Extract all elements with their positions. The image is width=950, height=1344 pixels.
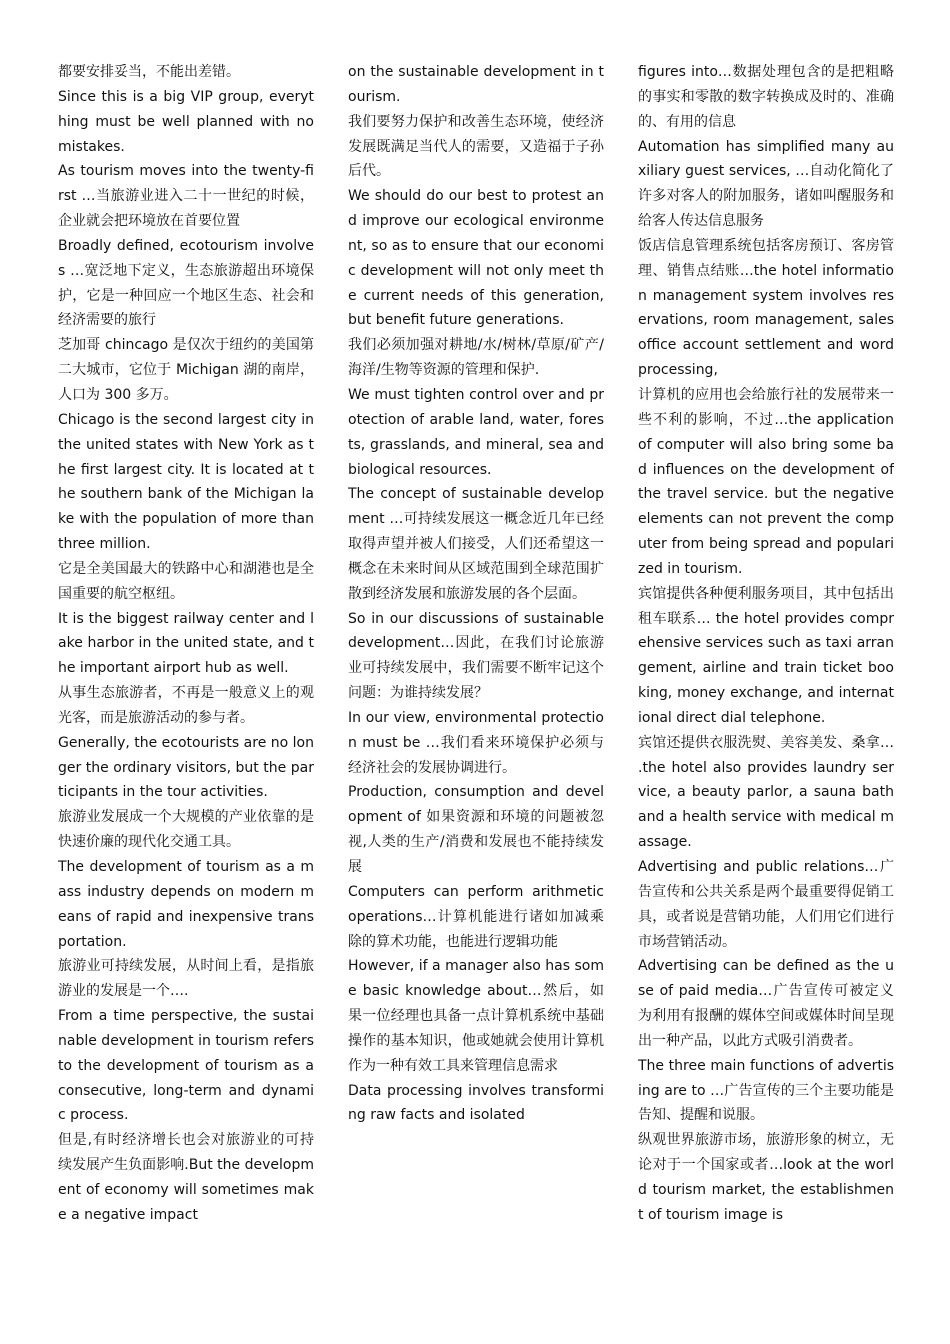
paragraph: Production, consumption and development of 如果资源和环境的问题被忽视,人类的生产/消费和发展也不能持续发展	[348, 784, 604, 875]
paragraph: on the sustainable development in tourism.	[348, 64, 604, 105]
paragraph: However, if a manager also has some basic knowledge about…然后，如果一位经理也具备一点计算机系统中基础操作的基本知识，他或她就会使用计算机作为一种有效工具来管理信息需求	[348, 958, 604, 1074]
paragraph: 我们要努力保护和改善生态环境，使经济发展既满足当代人的需要，又造福于子孙后代。	[348, 113, 604, 180]
paragraph: 旅游业发展成一个大规模的产业依靠的是快速价廉的现代化交通工具。	[58, 809, 314, 851]
paragraph: From a time perspective, the sustainable development in tourism refers to the development of tourism as a consecutive, long-term and dynamic process.	[58, 1008, 314, 1124]
paragraph: Automation has simplified many auxiliary guest services, …自动化简化了许多对客人的附加服务，诸如叫醒服务和给客人传达信息服务	[638, 138, 894, 230]
paragraph: 旅游业可持续发展，从时间上看，是指旅游业的发展是一个….	[58, 958, 314, 1000]
paragraph: Chicago is the second largest city in the united states with New York as the first largest city. It is located at the southern bank of the Michigan lake with the population of more than three million.	[58, 411, 314, 553]
paragraph: 都要安排妥当，不能出差错。	[58, 64, 240, 80]
paragraph: 计算机的应用也会给旅行社的发展带来一些不利的影响，不过…the application of computer will also bring some bad influences on the development of the travel service. but the negative elements can not prevent the computer from being spread and popularized in tourism.	[638, 386, 894, 577]
paragraph: Advertising can be defined as the use of paid media…广告宣传可被定义为利用有报酬的媒体空间或媒体时间呈现出一种产品，以此方式吸引消费者。	[638, 958, 894, 1049]
paragraph: 从事生态旅游者，不再是一般意义上的观光客，而是旅游活动的参与者。	[58, 685, 314, 726]
paragraph: 纵观世界旅游市场，旅游形象的树立，无论对于一个国家或者…look at the world tourism market, the establishment of tourism image is	[638, 1132, 894, 1223]
paragraph: Data processing involves transforming raw facts and isolated	[348, 1082, 604, 1124]
paragraph: In our view, environmental protection must be …我们看来环境保护必须与经济社会的发展协调进行。	[348, 709, 604, 776]
paragraph: It is the biggest railway center and lake harbor in the united state, and the important airport hub as well.	[58, 610, 314, 677]
text-column-1	[58, 60, 314, 1290]
paragraph: 我们必须加强对耕地/水/树林/草原/矿产/海洋/生物等资源的管理和保护.	[348, 337, 604, 379]
paragraph: Since this is a big VIP group, everything must be well planned with no mistakes.	[58, 88, 314, 155]
paragraph: As tourism moves into the twenty-first …当旅游业进入二十一世纪的时候，企业就会把环境放在首要位置	[58, 163, 314, 230]
paragraph: 饭店信息管理系统包括客房预订、客房管理、销售点结账…the hotel information management system involves reservations, room management, sales office account settlement and word processing,	[638, 237, 894, 379]
paragraph: The three main functions of advertising are to …广告宣传的三个主要功能是告知、提醒和说服。	[638, 1057, 894, 1124]
text-column-2	[348, 60, 604, 1290]
paragraph: So in our discussions of sustainable development…因此，在我们讨论旅游业可持续发展中，我们需要不断牢记这个问题：为谁持续发展？	[348, 610, 604, 702]
paragraph: 宾馆提供各种便利服务项目，其中包括出租车联系… the hotel provides comprehensive services such as taxi arrangement, airline and train ticket booking, money exchange, and international direct dial telephone.	[638, 585, 894, 726]
paragraph: 宾馆还提供衣服洗熨、美容美发、桑拿… .the hotel also provides laundry service, a beauty parlor, a sauna bath and a health service with medical massage.	[638, 734, 894, 851]
paragraph: The development of tourism as a mass industry depends on modern means of rapid and inexpensive transportation.	[58, 859, 314, 950]
text-column-3	[638, 60, 894, 1290]
paragraph: We should do our best to protest an d improve our ecological environment, so as to ensure that our economic development will not only meet the current needs of this generation, but benefit future generations.	[348, 188, 604, 329]
paragraph: Advertising and public relations…广告宣传和公共关系是两个最重要得促销工具，或者说是营销功能，人们用它们进行市场营销活动。	[638, 859, 894, 950]
paragraph: figures into…数据处理包含的是把粗略的事实和零散的数字转换成及时的、准确的、有用的信息	[638, 64, 894, 130]
paragraph: Computers can perform arithmetic operations…计算机能进行诸如加减乘除的算术功能，也能进行逻辑功能	[348, 883, 604, 950]
paragraph: 芝加哥 chincago 是仅次于纽约的美国第二大城市，它位于 Michigan 湖的南岸，人口为 300 多万。	[58, 337, 314, 403]
paragraph: 它是全美国最大的铁路中心和湖港也是全国重要的航空枢纽。	[58, 560, 314, 602]
paragraph: We must tighten control over and protection of arable land, water, forests, grasslands, and mineral, sea and biological resources.	[348, 386, 604, 478]
paragraph: Broadly defined, ecotourism involves …宽泛地下定义，生态旅游超出环境保护，它是一种回应一个地区生态、社会和经济需要的旅行	[58, 237, 314, 329]
paragraph: Generally, the ecotourists are no longer the ordinary visitors, but the participants in the tour activities.	[58, 734, 314, 801]
paragraph: The concept of sustainable development …可持续发展这一概念近几年已经取得声望并被人们接受，人们还希望这一概念在未来时间从区域范围到全球范围扩散到经济发展和旅游发展的各个层面。	[348, 486, 604, 602]
paragraph: 但是,有时经济增长也会对旅游业的可持续发展产生负面影响.But the development of economy will sometimes make a negative impact	[58, 1132, 314, 1223]
